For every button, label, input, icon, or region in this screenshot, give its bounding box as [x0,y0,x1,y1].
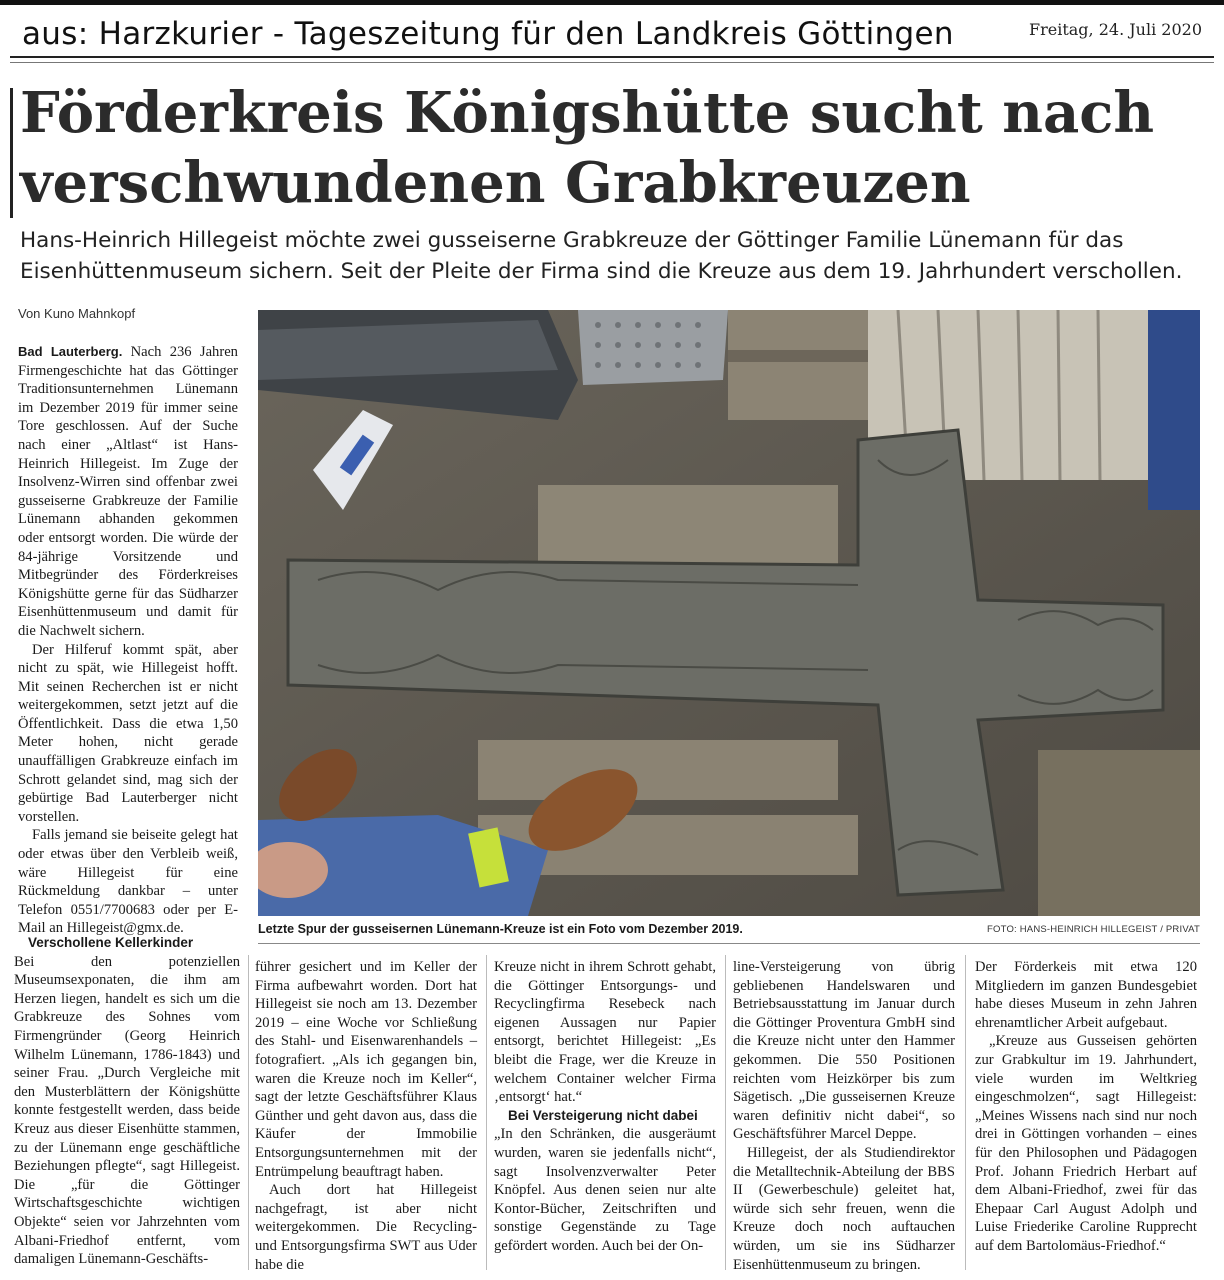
cast-iron-cross-photo [258,310,1200,916]
subheadline: Hans-Heinrich Hillegeist möchte zwei gusseiserne Grabkreuze der Göttinger Familie Lünemann für das Eisenhüttenmuseum sichern. Seit der Pleite der Firma sind die Kreuze aus dem 19. Jahrhundert verschollen. [20,228,1183,284]
photo-caption: Letzte Spur der gusseisernen Lünemann-Kreuze ist ein Foto vom Dezember 2019. [258,922,743,936]
subheading: Verschollene Kellerkinder [28,935,194,950]
issue-date: Freitag, 24. Juli 2020 [1028,20,1202,39]
paragraph: führer gesichert und im Keller der Firma aufbewahrt worden. Dort hat Hillegeist sie noch am 13. Dezember 2019 – eine Woche vor Schließung des Stahl- und Eisenwarenhandels – fotografiert. „Als ich gegangen bin, waren die Kreuze noch im Keller“, sagt der letzte Geschäftsführer Klaus Günther und geht davon aus, dass die Käufer der Immobilie Entsorgungsunternehmen mit der Entrümpelung beauftragt haben. [255,959,477,1180]
column-1-top [18,343,238,938]
paragraph: Nach 236 Jahren Firmengeschichte hat das Göttinger Traditionsunternehmen Lünemann im Dezember 2019 für immer seine Tore geschlossen. Auf der Suche nach einer „Altlast“ ist Hans-Heinrich Hillegeist. Im Zuge der Insolvenz-Wirren sind offenbar zwei gusseiserne Grabkreuze der Familie Lünemann abhanden gekommen oder entsorgt worden. Die würde der 84-jährige Vorsitzende und Mitbegründer des Förderkreises Königshütte gerne für das Südharzer Eisenhüttenmuseum und damit für die Nachwelt sichern. [18,344,238,639]
dateline: Bad Lauterberg. [18,344,123,359]
photo-credit: FOTO: HANS-HEINRICH HILLEGEIST / PRIVAT [987,924,1200,935]
paragraph: „Kreuze aus Gusseisen gehörten zur Grabkultur im 19. Jahrhundert, viele wurden im Weltkrieg eingeschmolzen“, sagt Hillegeist: „Meines Wissens nach sind nur noch drei in Göttingen vorhanden – eines für den Philosophen und Pädagogen Prof. Johann Friedrich Herbart auf dem Albani-Friedhof, zwei für das Ehepaar Carl August Adolph und Luise Friederike Caroline Rupprecht auf dem Bartolomäus-Friedhof.“ [975,1033,1197,1254]
headline: Förderkreis Königshütte sucht nach verschwundenen Grabkreuzen [20,80,1155,216]
column-rule [725,955,726,1270]
column-rule [965,955,966,1270]
column-3 [494,958,716,1256]
paragraph: Der Hilferuf kommt spät, aber nicht zu spät, wie Hillegeist hofft. Mit seinen Recherchen ist er nicht weitergekommen, setzt jetzt auf die Öffentlichkeit. Dass die etwa 1,50 Meter hohen, nicht gerade unauffälligen Grabkreuze einfach im Schrott gelandet sind, mag sich der gebürtige Bad Lauterberger nicht vorstellen. [18,641,238,825]
header-rule [10,56,1214,58]
column-1-bottom [14,934,240,1269]
paragraph: Falls jemand sie beiseite gelegt hat oder etwas über den Verbleib weiß, wäre Hillegeist für eine Rückmeldung dankbar – unter Telefon 0551/7700683 oder per E-Mail an Hillegeist@gmx.de. [18,827,238,937]
source-line: aus: Harzkurier - Tageszeitung für den Landkreis Göttingen [22,16,954,52]
paragraph: „In den Schränken, die ausgeräumt wurden, waren sie jedenfalls nicht“, sagt Insolvenzverwalter Peter Knöpfel. Aus denen seien nur alte Kontor-Bücher, Zeitschriften und sonstige Gegenstände zu Tage gefördert worden. Auch bei der On- [494,1126,716,1254]
paragraph: Kreuze nicht in ihrem Schrott gehabt, die Göttinger Entsorgungs- und Recyclingfirma Resebeck nach eigenen Aussagen nur Papier entsorgt, berichtet Hillegeist: „Es bleibt die Frage, wer die Kreuze in welchem Container welcher Firma ‚entsorgt‘ hat.“ [494,959,716,1106]
paragraph: Hillegeist, der als Studiendirektor die Metalltechnik-Abteilung der BBS II (Gewerbeschule) geleitet hat, würde sich sehr freuen, wenn die Kreuze doch noch auftauchen würden, um sie ins Südharzer Eisenhüttenmuseum zu bringen. [733,1144,955,1273]
column-4 [733,958,955,1274]
headline-bar [10,88,13,218]
paragraph: Auch dort hat Hillegeist nachgefragt, ist aber nicht weitergekommen. Die Recycling- und Entsorgungsfirma SWT aus Uder habe die [255,1182,477,1273]
header-rule-thin [10,62,1214,63]
article-photo [258,310,1200,916]
paragraph: Bei den potenziellen Museumsexponaten, die ihm am Herzen liegen, handelt es sich um die Grabkreuze des Sohnes vom Firmengründer (Georg Heinrich Wilhelm Lünemann, 1786-1843) und seiner Frau. „Durch Vergleiche mit den Musterblättern der Königshütte konnte festgestellt werden, dass beide Kreuz aus dieser Eisenhütte stammen, zu der Lünemann enge geschäftliche Beziehungen pflegte“, sagt Hillegeist. Die „für die Göttinger Wirtschaftsgeschichte wichtigen Objekte“ seien vor Jahrzehnten vom Albani-Friedhof entfernt, vom damaligen Lünemann-Geschäfts- [14,953,240,1268]
column-2 [255,958,477,1274]
column-rule [486,955,487,1270]
caption-rule [258,943,1200,944]
column-5 [975,958,1197,1256]
subheading: Bei Versteigerung nicht dabei [508,1107,698,1123]
top-border [0,0,1224,5]
paragraph: Der Förderkeis mit etwa 120 Mitgliedern im ganzen Bundesgebiet habe dieses Museum in zehn Jahren ehrenamtlicher Arbeit aufgebaut. [975,959,1197,1031]
paragraph: line-Versteigerung von übrig gebliebenen Handelswaren und Betriebsausstattung im Januar durch die Göttinger Proventura GmbH sind die Kreuze nicht unter den Hammer gekommen. Die 550 Positionen reichten vom Heizkörper bis zum Sägetisch. „Die gusseisernen Kreuze waren definitiv nicht dabei“, so Geschäftsführer Marcel Deppe. [733,959,955,1143]
byline: Von Kuno Mahnkopf [18,306,136,321]
column-rule [248,955,249,1270]
